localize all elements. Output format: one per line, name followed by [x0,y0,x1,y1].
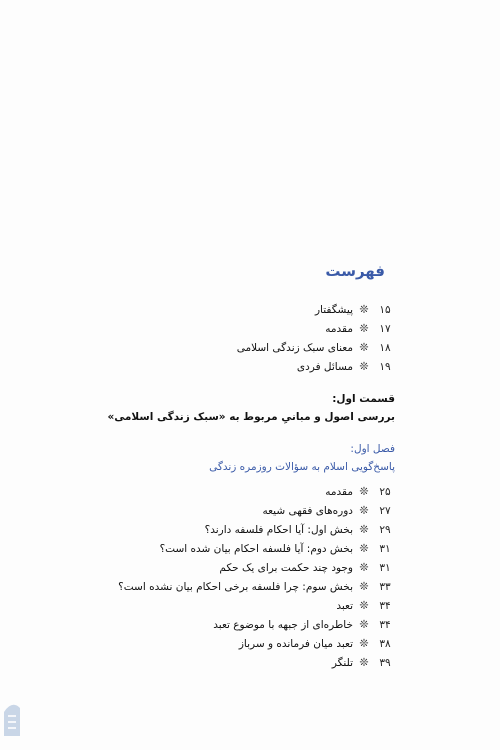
toc-entry-page-number: ۳۱ [379,542,391,555]
toc-entry [95,596,395,615]
toc-entry-label: خاطره‌ای از جبهه با موضوع تعبد [213,618,353,631]
part-title: قسمت اول: [332,393,395,405]
toc-entry-page-number: ۱۷ [379,322,391,335]
toc-entry-label: بخش اول: آیا احکام فلسفه دارند؟ [204,523,353,536]
toc-entry [95,501,395,520]
flower-bullet-icon: ❊ [359,542,369,555]
intro-entry-list [95,300,395,376]
toc-entry [95,653,395,672]
part-heading [95,390,395,426]
toc-entry [95,577,395,596]
toc-entry-page-number: ۲۹ [379,523,391,536]
toc-entry [95,357,395,376]
flower-bullet-icon: ❊ [359,360,369,373]
flower-bullet-icon: ❊ [359,599,369,612]
toc-entry-page-number: ۱۹ [379,360,391,373]
part-subtitle: بررسی اصول و مبانیِ مربوط به «سبک زندگی اسلامی» [107,411,395,423]
toc-entry-label: بخش دوم: آیا فلسفه احکام بیان شده است؟ [159,542,353,555]
toc-entry-page-number: ۳۱ [379,561,391,574]
toc-entry-page-number: ۱۵ [379,303,391,316]
flower-bullet-icon: ❊ [359,485,369,498]
flower-bullet-icon: ❊ [359,637,369,650]
toc-entry-label: تعبد میان فرمانده و سرباز [238,637,353,650]
chapter-entry-list [95,482,395,672]
chapter-title: فصل اول: [350,443,395,455]
toc-entry-page-number: ۲۵ [379,485,391,498]
toc-entry-label: دوره‌های فقهی شیعه [262,504,353,517]
toc-entry-label: معنای سبک زندگی اسلامی [236,341,353,354]
flower-bullet-icon: ❊ [359,580,369,593]
toc-entry-page-number: ۳۸ [379,637,391,650]
toc-entry-label: مسائل فردی [296,360,353,373]
toc-entry-page-number: ۱۸ [379,341,391,354]
toc-entry [95,520,395,539]
table-of-contents [95,262,395,672]
flower-bullet-icon: ❊ [359,303,369,316]
toc-entry-page-number: ۳۹ [379,656,391,669]
toc-entry [95,558,395,577]
chapter-heading [95,440,395,476]
toc-title: فهرست [325,262,385,280]
publisher-logo-icon [0,698,24,738]
toc-entry-label: مقدمه [325,485,353,498]
flower-bullet-icon: ❊ [359,656,369,669]
toc-entry [95,615,395,634]
toc-entry-label: تلنگر [331,656,353,669]
chapter-subtitle: پاسخ‌گویی اسلام به سؤالات روزمره زندگی [209,461,395,473]
toc-entry-page-number: ۳۴ [379,618,391,631]
toc-entry-label: بخش سوم: چرا فلسفه برخی احکام بیان نشده است؟ [118,580,353,593]
toc-entry-label: پیشگفتار [314,303,353,316]
flower-bullet-icon: ❊ [359,618,369,631]
flower-bullet-icon: ❊ [359,341,369,354]
toc-entry-page-number: ۳۳ [379,580,391,593]
flower-bullet-icon: ❊ [359,504,369,517]
toc-entry [95,338,395,357]
toc-entry-label: وجود چند حکمت برای یک حکم [219,561,353,574]
toc-entry [95,539,395,558]
flower-bullet-icon: ❊ [359,523,369,536]
toc-entry [95,300,395,319]
toc-entry-page-number: ۲۷ [379,504,391,517]
flower-bullet-icon: ❊ [359,322,369,335]
toc-entry [95,482,395,501]
toc-entry [95,319,395,338]
flower-bullet-icon: ❊ [359,561,369,574]
toc-entry [95,634,395,653]
toc-entry-page-number: ۳۴ [379,599,391,612]
toc-entry-label: مقدمه [325,322,353,335]
toc-entry-label: تعبد [336,599,353,612]
